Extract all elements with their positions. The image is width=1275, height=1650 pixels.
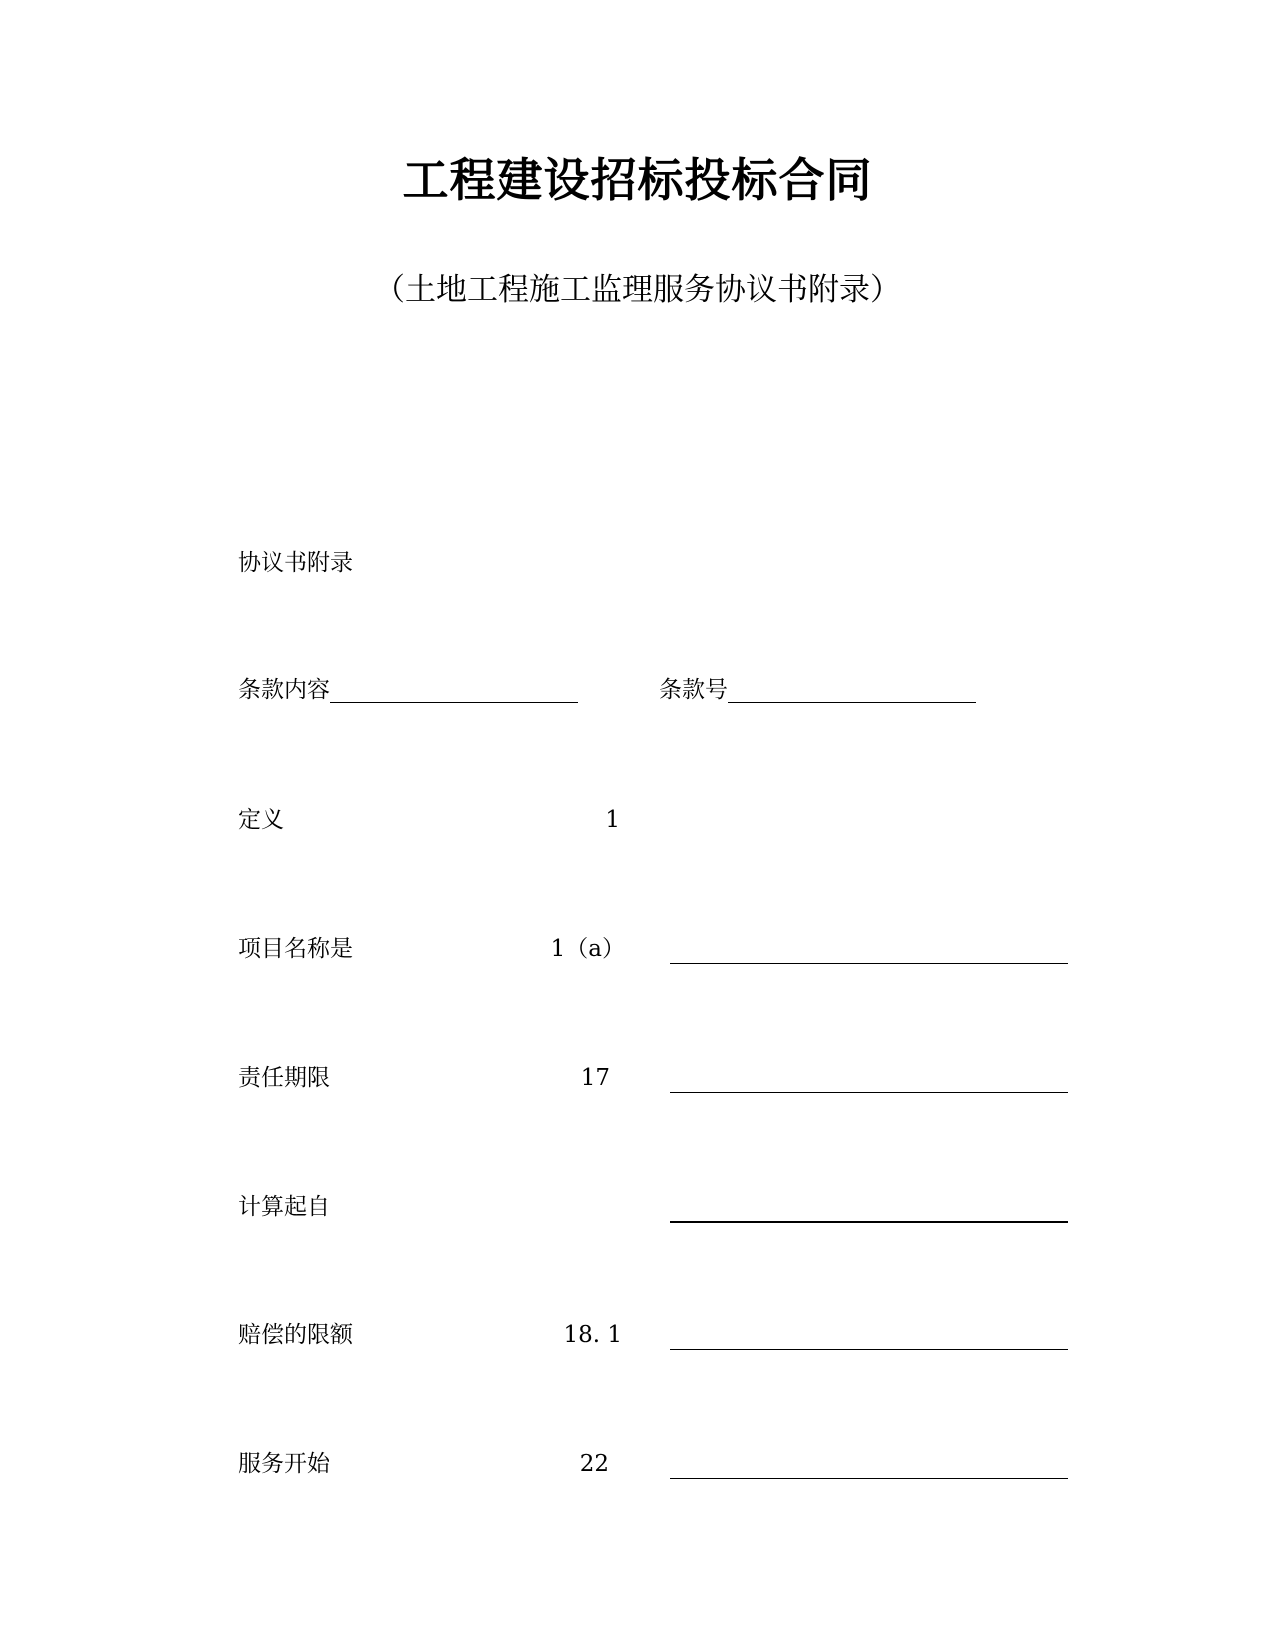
document-title: 工程建设招标投标合同 — [402, 153, 873, 207]
row-fill-blank[interactable] — [670, 963, 1068, 964]
section-heading: 协议书附录 — [238, 550, 353, 576]
row-label: 定义 — [238, 807, 284, 833]
appendix-row — [0, 1449, 1275, 1483]
appendix-row — [0, 934, 1275, 968]
appendix-row — [0, 1192, 1275, 1226]
appendix-row — [0, 805, 1275, 839]
row-clause-number: 18. 1 — [563, 1322, 622, 1348]
row-label: 计算起自 — [238, 1194, 330, 1220]
row-clause-number: 22 — [579, 1451, 609, 1477]
document-subtitle: （土地工程施工监理服务协议书附录） — [374, 272, 901, 308]
clause-content-blank[interactable] — [330, 675, 578, 703]
row-clause-number: 17 — [580, 1065, 610, 1091]
row-clause-number: 1（a） — [550, 936, 625, 962]
clause-number-header — [659, 675, 976, 709]
row-label: 责任期限 — [238, 1065, 330, 1091]
row-fill-blank[interactable] — [670, 1349, 1068, 1350]
row-label: 项目名称是 — [238, 936, 353, 962]
clause-number-label: 条款号 — [659, 677, 728, 703]
row-label: 赔偿的限额 — [238, 1322, 353, 1348]
row-fill-blank[interactable] — [670, 1221, 1068, 1223]
clause-number-blank[interactable] — [728, 675, 976, 703]
row-fill-blank[interactable] — [670, 1092, 1068, 1093]
row-fill-blank[interactable] — [670, 1478, 1068, 1479]
clause-content-header — [238, 675, 578, 709]
appendix-row — [0, 1320, 1275, 1354]
row-label: 服务开始 — [238, 1451, 330, 1477]
clause-content-label: 条款内容 — [238, 677, 330, 703]
appendix-row — [0, 1063, 1275, 1097]
row-clause-number: 1 — [605, 807, 620, 833]
